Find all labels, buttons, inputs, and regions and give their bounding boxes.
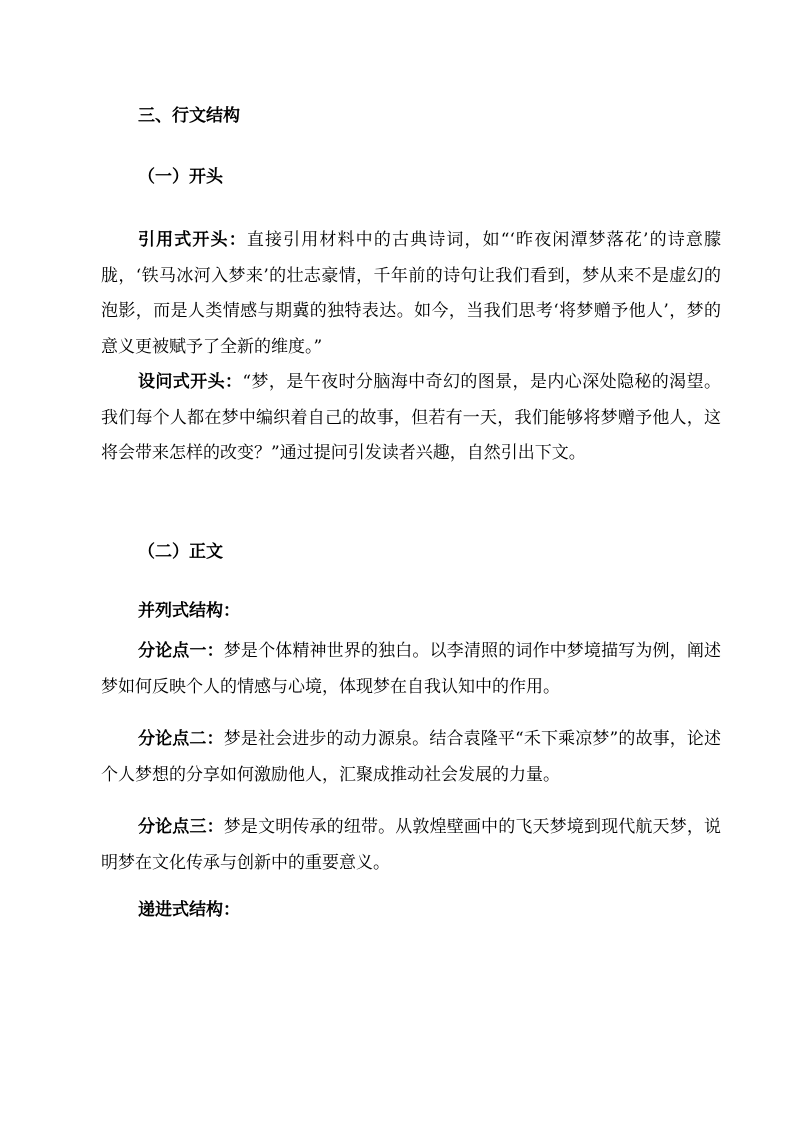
point-one-text: 梦是个体精神世界的独白。以李清照的词作中梦境描写为例，阐述梦如何反映个人的情感与心境，体现梦在自我认知中的作用。 [101,641,722,697]
point-one-paragraph [101,634,721,705]
question-intro-paragraph [101,365,721,472]
quote-intro-paragraph [101,223,721,365]
point-one-label: 分论点一： [138,641,224,661]
point-two-text: 梦是社会进步的动力源泉。结合袁隆平“禾下乘凉梦”的故事，论述个人梦想的分享如何激励他人，汇聚成推动社会发展的力量。 [101,729,721,785]
progressive-structure-label: 递进式结构： [138,900,240,920]
quote-intro-text: 直接引用材料中的古典诗词，如“‘昨夜闲潭梦落花’的诗意朦胧，‘铁马冰河入梦来’的壮志豪情，千年前的诗句让我们看到，梦从来不是虚幻的泡影，而是人类情感与期冀的独特表达。如今，当我们思考‘将梦赠予他人’，梦的意义更被赋予了全新的维度。” [101,230,721,357]
question-intro-text: “梦，是午夜时分脑海中奇幻的图景，是内心深处隐秘的渴望。我们每个人都在梦中编织着自己的故事，但若有一天，我们能够将梦赠予他人，这将会带来怎样的改变？”通过提问引发读者兴趣，自然引出下文。 [101,372,721,463]
point-two-label: 分论点二： [138,729,224,749]
parallel-structure-label: 并列式结构： [138,601,240,621]
body-heading: （二）正文 [138,542,223,562]
quote-intro-label: 引用式开头： [138,230,247,250]
point-three-label: 分论点三： [138,817,224,837]
section-title: 三、行文结构 [138,106,240,126]
point-three-text: 梦是文明传承的纽带。从敦煌壁画中的飞天梦境到现代航天梦，说明梦在文化传承与创新中的重要意义。 [101,817,722,873]
opening-heading: （一）开头 [138,167,223,187]
point-three-paragraph [101,810,721,881]
point-two-paragraph [101,722,721,793]
question-intro-label: 设问式开头： [138,372,243,392]
